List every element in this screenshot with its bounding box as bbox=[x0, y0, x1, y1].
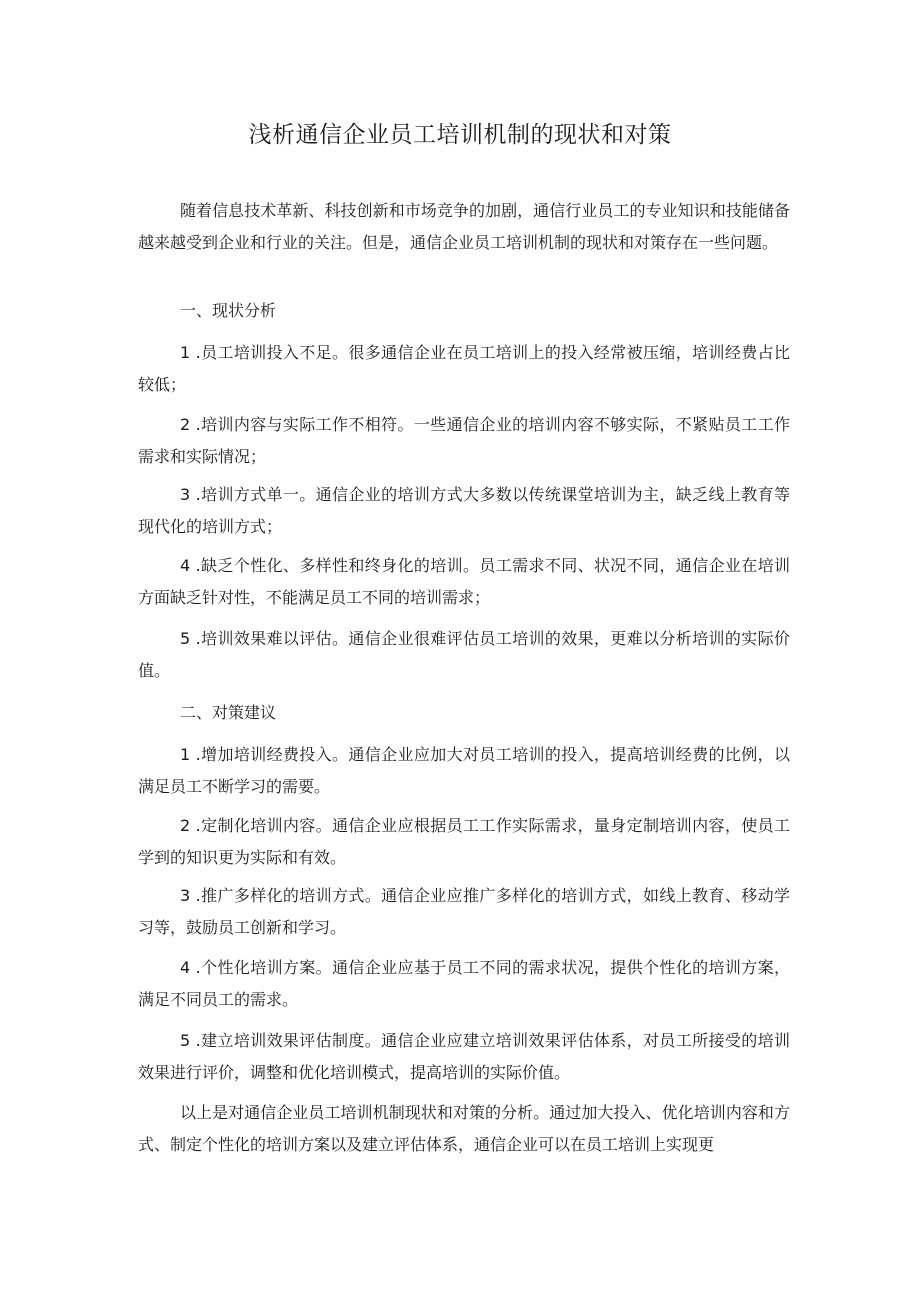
section-heading-suggestions: 二、对策建议 bbox=[180, 703, 277, 722]
intro-paragraph: 随着信息技术革新、科技创新和市场竞争的加剧，通信行业员工的专业知识和技能储备越来越受到企业和行业的关注。但是，通信企业员工培训机制的现状和对策存在一些问题。 bbox=[138, 201, 790, 252]
suggestion-item-3: 3 .推广多样化的培训方式。通信企业应推广多样化的培训方式，如线上教育、移动学习等，鼓励员工创新和学习。 bbox=[138, 886, 790, 937]
suggestion-item-2: 2 .定制化培训内容。通信企业应根据员工工作实际需求，量身定制培训内容，使员工学到的知识更为实际和有效。 bbox=[138, 816, 790, 867]
document-title: 浅析通信企业员工培训机制的现状和对策 bbox=[248, 122, 672, 148]
status-item-1: 1 .员工培训投入不足。很多通信企业在员工培训上的投入经常被压缩，培训经费占比较低； bbox=[138, 343, 790, 394]
status-item-2: 2 .培训内容与实际工作不相符。一些通信企业的培训内容不够实际，不紧贴员工工作需求和实际情况； bbox=[138, 415, 790, 466]
suggestion-item-5: 5 .建立培训效果评估制度。通信企业应建立培训效果评估体系，对员工所接受的培训效果进行评价，调整和优化培训模式，提高培训的实际价值。 bbox=[138, 1031, 790, 1082]
section-heading-status: 一、现状分析 bbox=[180, 301, 277, 320]
suggestion-item-1: 1 .增加培训经费投入。通信企业应加大对员工培训的投入，提高培训经费的比例，以满足员工不断学习的需要。 bbox=[138, 745, 790, 796]
suggestion-item-4: 4 .个性化培训方案。通信企业应基于员工不同的需求状况，提供个性化的培训方案，满足不同员工的需求。 bbox=[138, 958, 790, 1009]
status-item-4: 4 .缺乏个性化、多样性和终身化的培训。员工需求不同、状况不同，通信企业在培训方面缺乏针对性，不能满足员工不同的培训需求； bbox=[138, 556, 790, 607]
status-item-5: 5 .培训效果难以评估。通信企业很难评估员工培训的效果，更难以分析培训的实际价值。 bbox=[138, 629, 790, 680]
status-item-3: 3 .培训方式单一。通信企业的培训方式大多数以传统课堂培训为主，缺乏线上教育等现代化的培训方式； bbox=[138, 485, 790, 536]
conclusion-paragraph: 以上是对通信企业员工培训机制现状和对策的分析。通过加大投入、优化培训内容和方式、制定个性化的培训方案以及建立评估体系，通信企业可以在员工培训上实现更 bbox=[138, 1103, 790, 1154]
